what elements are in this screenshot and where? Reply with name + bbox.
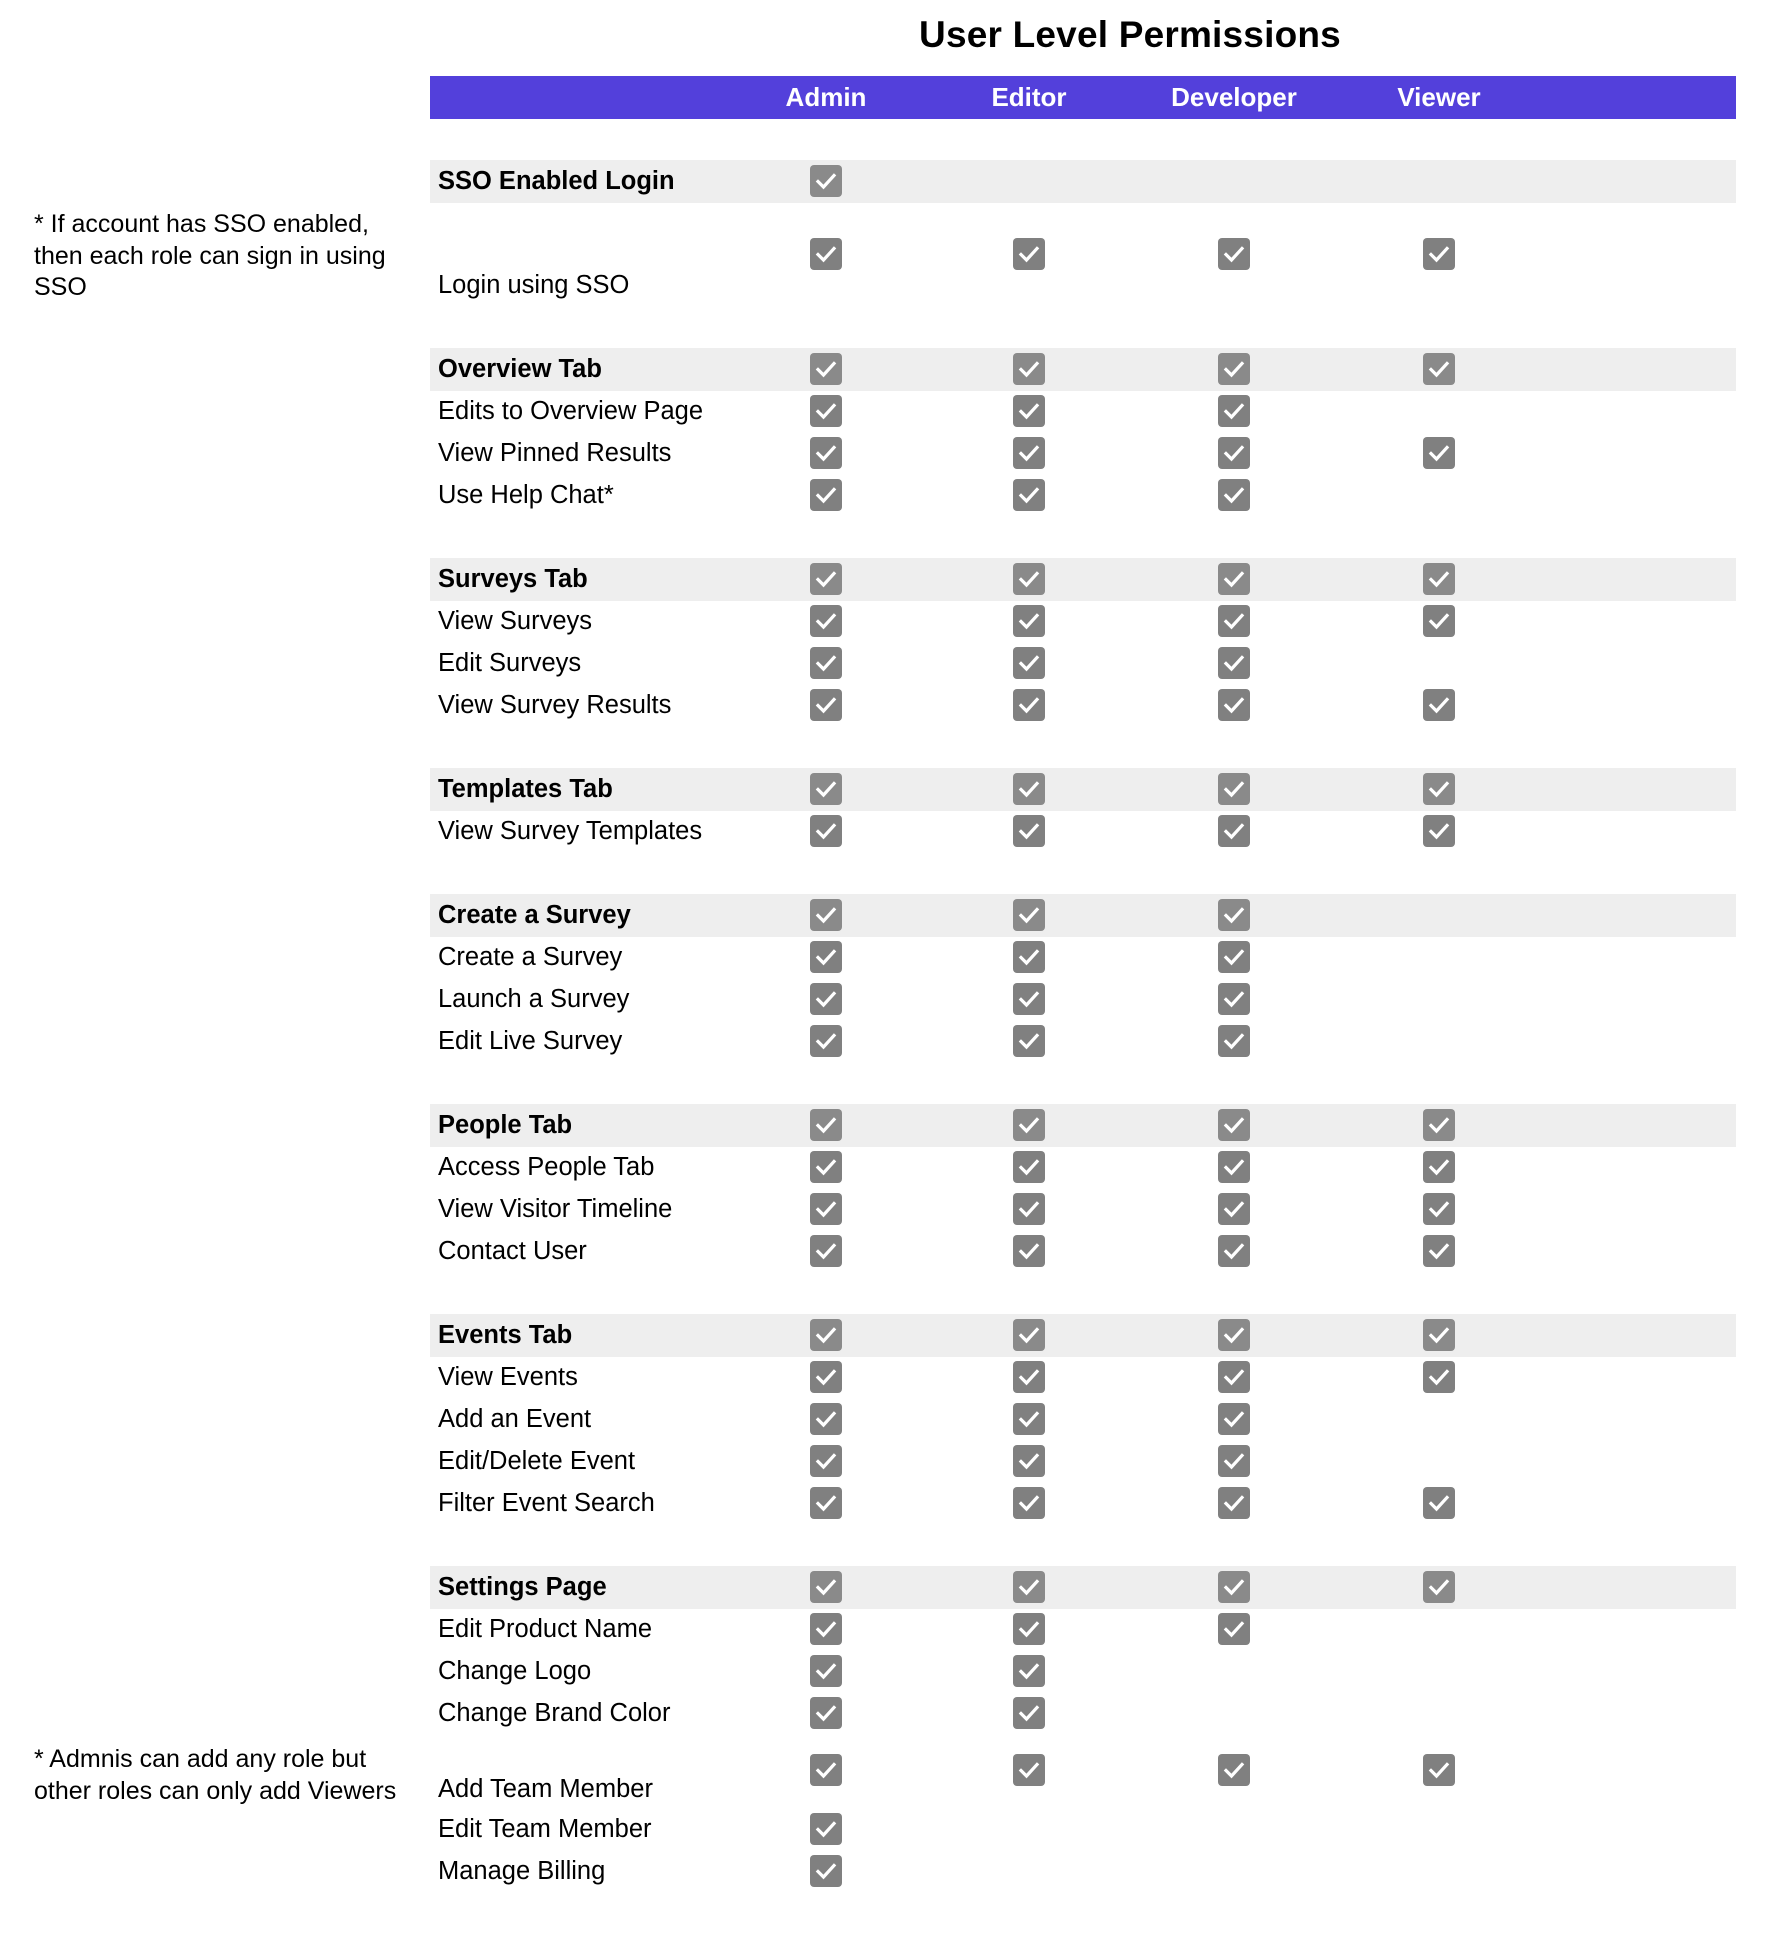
checkbox-editor[interactable] [1013, 1697, 1045, 1729]
checkbox-editor[interactable] [1013, 689, 1045, 721]
checkbox-editor[interactable] [1013, 353, 1045, 385]
section-title: People Tab [438, 1111, 573, 1139]
permission-label: Manage Billing [438, 1857, 606, 1885]
checkbox-admin[interactable] [810, 1151, 842, 1183]
checkbox-admin[interactable] [810, 1403, 842, 1435]
permission-row [430, 600, 1736, 642]
permission-label: Edit Team Member [438, 1815, 652, 1843]
checkbox-developer[interactable] [1218, 353, 1250, 385]
section-spacer [430, 726, 1736, 768]
checkbox-developer[interactable] [1218, 983, 1250, 1015]
checkbox-viewer[interactable] [1423, 605, 1455, 637]
permission-row [430, 810, 1736, 852]
section-header-row [430, 1314, 1736, 1357]
permission-row [430, 936, 1736, 978]
checkbox-editor[interactable] [1013, 941, 1045, 973]
permission-label: Use Help Chat* [438, 481, 614, 509]
column-header-developer: Developer [1171, 82, 1297, 112]
checkbox-admin[interactable] [810, 353, 842, 385]
permission-label: Change Logo [438, 1657, 592, 1685]
checkbox-viewer[interactable] [1423, 238, 1455, 270]
sso-footnote-line: SSO [34, 273, 87, 301]
permission-label: Edit Surveys [438, 649, 582, 677]
section-spacer [430, 306, 1736, 348]
section-title: Surveys Tab [438, 565, 588, 593]
permission-row [430, 1230, 1736, 1272]
checkbox-editor[interactable] [1013, 1109, 1045, 1141]
checkbox-editor[interactable] [1013, 647, 1045, 679]
permission-label: Change Brand Color [438, 1699, 671, 1727]
section-title: Overview Tab [438, 355, 602, 383]
checkbox-viewer[interactable] [1423, 1754, 1455, 1786]
checkbox-developer[interactable] [1218, 1487, 1250, 1519]
checkbox-developer[interactable] [1218, 238, 1250, 270]
checkbox-editor[interactable] [1013, 1193, 1045, 1225]
section-header-row [430, 768, 1736, 811]
permission-label: Filter Event Search [438, 1489, 655, 1517]
team-member-footnote [34, 1744, 434, 1807]
checkbox-editor[interactable] [1013, 1571, 1045, 1603]
checkbox-admin[interactable] [810, 1193, 842, 1225]
section-spacer [430, 1272, 1736, 1314]
checkbox-editor[interactable] [1013, 1613, 1045, 1645]
section-header-row [430, 558, 1736, 601]
permission-row [430, 684, 1736, 726]
checkbox-admin[interactable] [810, 1697, 842, 1729]
permission-label: Edits to Overview Page [438, 397, 704, 425]
checkbox-developer[interactable] [1218, 1571, 1250, 1603]
checkbox-developer[interactable] [1218, 479, 1250, 511]
checkbox-admin[interactable] [810, 647, 842, 679]
section-title: Events Tab [438, 1321, 573, 1349]
permission-row [430, 1650, 1736, 1692]
column-header-admin: Admin [785, 82, 867, 112]
checkbox-admin[interactable] [810, 1571, 842, 1603]
checkbox-admin[interactable] [810, 1655, 842, 1687]
permission-label: Login using SSO [438, 271, 630, 299]
permission-row [430, 1398, 1736, 1440]
checkbox-viewer[interactable] [1423, 1235, 1455, 1267]
checkbox-developer[interactable] [1218, 395, 1250, 427]
permission-label: View Survey Templates [438, 817, 703, 845]
checkbox-admin[interactable] [810, 983, 842, 1015]
permission-label: View Visitor Timeline [438, 1195, 673, 1223]
checkbox-admin[interactable] [810, 238, 842, 270]
checkbox-admin[interactable] [810, 395, 842, 427]
checkbox-viewer[interactable] [1423, 1571, 1455, 1603]
checkbox-editor[interactable] [1013, 605, 1045, 637]
checkbox-editor[interactable] [1013, 1151, 1045, 1183]
permission-label: Edit Product Name [438, 1615, 653, 1643]
checkbox-admin[interactable] [810, 941, 842, 973]
checkbox-viewer[interactable] [1423, 773, 1455, 805]
checkbox-developer[interactable] [1218, 1109, 1250, 1141]
checkbox-admin[interactable] [810, 1361, 842, 1393]
checkbox-viewer[interactable] [1423, 1193, 1455, 1225]
checkbox-developer[interactable] [1218, 1613, 1250, 1645]
checkbox-admin[interactable] [810, 815, 842, 847]
checkbox-developer[interactable] [1218, 1025, 1250, 1057]
permission-label: View Surveys [438, 607, 593, 635]
checkbox-editor[interactable] [1013, 899, 1045, 931]
checkbox-editor[interactable] [1013, 1361, 1045, 1393]
checkbox-admin[interactable] [810, 1319, 842, 1351]
permission-label: View Pinned Results [438, 439, 672, 467]
checkbox-viewer[interactable] [1423, 1109, 1455, 1141]
column-header-editor: Editor [991, 82, 1067, 112]
checkbox-admin[interactable] [810, 1813, 842, 1845]
checkbox-admin[interactable] [810, 165, 842, 197]
permission-label: Edit/Delete Event [438, 1447, 636, 1475]
checkbox-editor[interactable] [1013, 773, 1045, 805]
checkbox-viewer[interactable] [1423, 437, 1455, 469]
permission-row [430, 1440, 1736, 1482]
checkbox-developer[interactable] [1218, 647, 1250, 679]
section-spacer [430, 1524, 1736, 1566]
checkbox-editor[interactable] [1013, 983, 1045, 1015]
section-spacer [430, 516, 1736, 558]
checkbox-admin[interactable] [810, 689, 842, 721]
section-header-row [430, 1566, 1736, 1609]
section-title: SSO Enabled Login [438, 167, 675, 195]
checkbox-admin[interactable] [810, 899, 842, 931]
checkbox-developer[interactable] [1218, 1403, 1250, 1435]
permission-label: Launch a Survey [438, 985, 630, 1013]
permission-row [430, 1608, 1736, 1650]
section-spacer [430, 1062, 1736, 1104]
permission-row [430, 202, 1736, 306]
checkbox-developer[interactable] [1218, 899, 1250, 931]
page-title: User Level Permissions [919, 14, 1341, 55]
checkbox-editor[interactable] [1013, 395, 1045, 427]
checkbox-developer[interactable] [1218, 437, 1250, 469]
checkbox-admin[interactable] [810, 563, 842, 595]
checkbox-viewer[interactable] [1423, 353, 1455, 385]
checkbox-editor[interactable] [1013, 1445, 1045, 1477]
checkbox-editor[interactable] [1013, 1487, 1045, 1519]
checkbox-developer[interactable] [1218, 1319, 1250, 1351]
permission-row [430, 1188, 1736, 1230]
checkbox-admin[interactable] [810, 1109, 842, 1141]
permission-row [430, 1692, 1736, 1734]
checkbox-admin[interactable] [810, 1487, 842, 1519]
checkbox-editor[interactable] [1013, 815, 1045, 847]
permission-label: View Survey Results [438, 691, 672, 719]
section-header-row [430, 894, 1736, 937]
checkbox-editor[interactable] [1013, 437, 1045, 469]
section-title: Create a Survey [438, 901, 631, 929]
checkbox-admin[interactable] [810, 773, 842, 805]
team-member-footnote-line: other roles can only add Viewers [34, 1776, 397, 1805]
permission-row [430, 474, 1736, 516]
checkbox-admin[interactable] [810, 1025, 842, 1057]
permission-label: View Events [438, 1363, 578, 1391]
checkbox-developer[interactable] [1218, 1235, 1250, 1267]
section-title: Settings Page [438, 1573, 607, 1601]
checkbox-editor[interactable] [1013, 1235, 1045, 1267]
checkbox-viewer[interactable] [1423, 815, 1455, 847]
checkbox-admin[interactable] [810, 437, 842, 469]
permission-label: Add Team Member [438, 1775, 653, 1803]
checkbox-developer[interactable] [1218, 1361, 1250, 1393]
permission-row [430, 978, 1736, 1020]
section-spacer [430, 852, 1736, 894]
sso-footnote-line: then each role can sign in using [34, 241, 386, 270]
permission-row [430, 1020, 1736, 1062]
permission-row [430, 390, 1736, 432]
checkbox-admin[interactable] [810, 479, 842, 511]
checkbox-developer[interactable] [1218, 689, 1250, 721]
checkbox-editor[interactable] [1013, 1754, 1045, 1786]
checkbox-viewer[interactable] [1423, 1151, 1455, 1183]
checkbox-admin[interactable] [810, 1613, 842, 1645]
permission-row [430, 1482, 1736, 1524]
permission-row [430, 432, 1736, 474]
checkbox-viewer[interactable] [1423, 563, 1455, 595]
permission-label: Contact User [438, 1237, 587, 1265]
checkbox-developer[interactable] [1218, 1151, 1250, 1183]
checkbox-developer[interactable] [1218, 941, 1250, 973]
permission-label: Create a Survey [438, 943, 623, 971]
permission-label: Edit Live Survey [438, 1027, 623, 1055]
role-header-bar [430, 76, 1736, 119]
section-header-row [430, 160, 1736, 203]
checkbox-viewer[interactable] [1423, 689, 1455, 721]
permission-row [430, 1356, 1736, 1398]
checkbox-developer[interactable] [1218, 1754, 1250, 1786]
permissions-table [430, 160, 1736, 1892]
checkbox-viewer[interactable] [1423, 1487, 1455, 1519]
checkbox-editor[interactable] [1013, 563, 1045, 595]
checkbox-viewer[interactable] [1423, 1319, 1455, 1351]
checkbox-editor[interactable] [1013, 238, 1045, 270]
permission-row [430, 1850, 1736, 1892]
column-header-viewer: Viewer [1397, 82, 1481, 112]
permission-row [430, 1734, 1736, 1808]
permission-row [430, 1808, 1736, 1850]
checkbox-editor[interactable] [1013, 1025, 1045, 1057]
team-member-footnote-line: * Admnis can add any role but [34, 1745, 367, 1773]
section-header-row [430, 348, 1736, 391]
checkbox-editor[interactable] [1013, 479, 1045, 511]
permission-row [430, 642, 1736, 684]
permission-label: Add an Event [438, 1405, 592, 1433]
permission-label: Access People Tab [438, 1153, 655, 1181]
checkbox-editor[interactable] [1013, 1403, 1045, 1435]
checkbox-developer[interactable] [1218, 1445, 1250, 1477]
checkbox-editor[interactable] [1013, 1655, 1045, 1687]
permission-row [430, 1146, 1736, 1188]
checkbox-developer[interactable] [1218, 605, 1250, 637]
section-title: Templates Tab [438, 775, 613, 803]
checkbox-admin[interactable] [810, 1855, 842, 1887]
checkbox-admin[interactable] [810, 1235, 842, 1267]
checkbox-developer[interactable] [1218, 773, 1250, 805]
sso-footnote [34, 209, 434, 304]
section-header-row [430, 1104, 1736, 1147]
sso-footnote-line: * If account has SSO enabled, [34, 210, 369, 238]
checkbox-developer[interactable] [1218, 815, 1250, 847]
checkbox-developer[interactable] [1218, 563, 1250, 595]
checkbox-viewer[interactable] [1423, 1361, 1455, 1393]
checkbox-admin[interactable] [810, 1754, 842, 1786]
checkbox-developer[interactable] [1218, 1193, 1250, 1225]
checkbox-editor[interactable] [1013, 1319, 1045, 1351]
checkbox-admin[interactable] [810, 1445, 842, 1477]
checkbox-admin[interactable] [810, 605, 842, 637]
